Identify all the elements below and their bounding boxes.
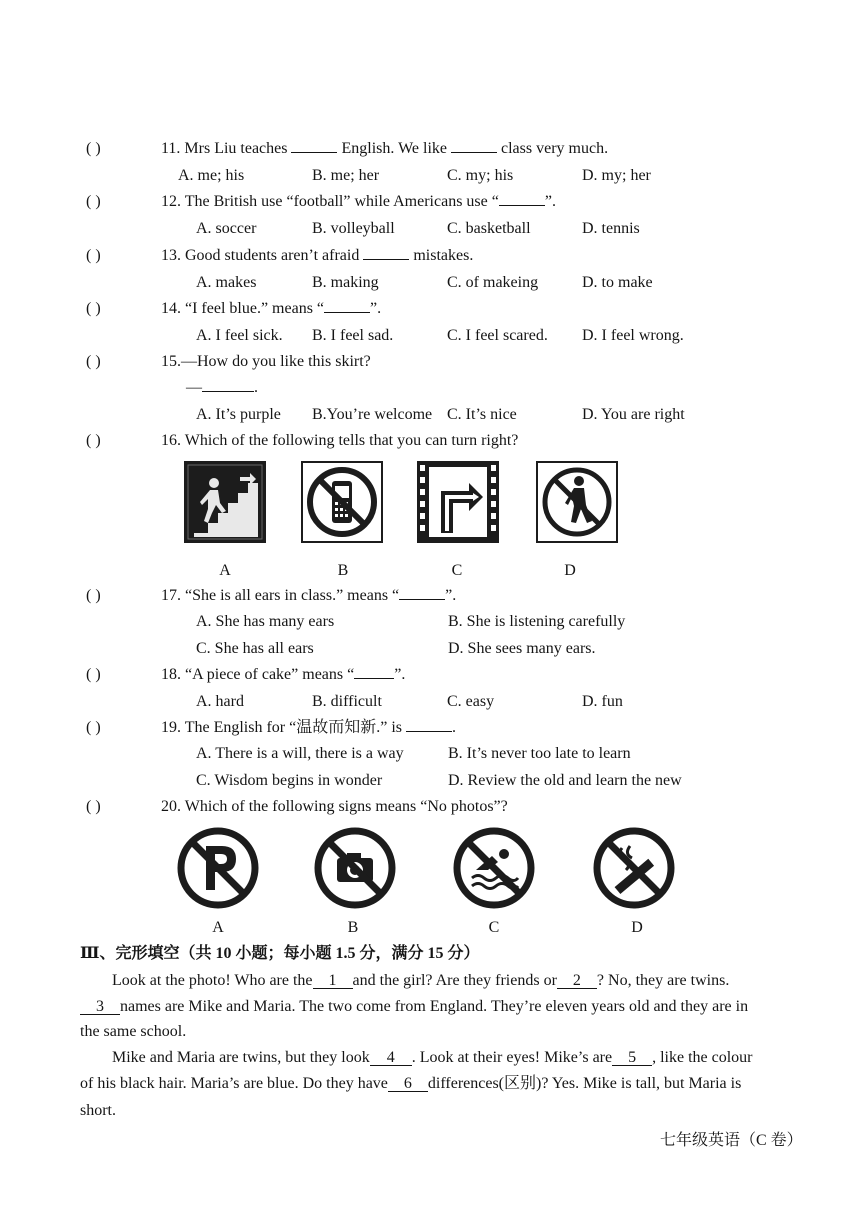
answer-bracket: ( ) — [86, 140, 101, 157]
option-c: C. It’s nice — [447, 406, 517, 423]
option-b: B. making — [312, 274, 379, 291]
answer-bracket: ( ) — [86, 353, 101, 370]
option-d: D. You are right — [582, 406, 685, 423]
reply-line: — . — [186, 379, 258, 396]
question-11: 11. Mrs Liu teaches English. We like class very much. — [161, 140, 609, 157]
option-b: B. She is listening carefully — [448, 613, 626, 630]
numbered-blank: 2 — [557, 973, 597, 989]
sign-caption: D — [564, 562, 576, 579]
option-b: B. me; her — [312, 167, 380, 184]
blank — [451, 152, 497, 153]
passage-line: the same school. — [80, 1023, 187, 1040]
option-d: D. She sees many ears. — [448, 640, 596, 657]
option-c: C. easy — [447, 693, 495, 710]
option-a: A. She has many ears — [196, 613, 335, 630]
option-a: A. hard — [196, 693, 244, 710]
numbered-blank: 5 — [612, 1050, 652, 1066]
question-15: 15.—How do you like this skirt? — [161, 353, 371, 370]
question-text: 11. Mrs Liu teaches — [161, 140, 292, 157]
sign-caption: C — [451, 562, 463, 579]
option-a: A. makes — [196, 274, 257, 291]
numbered-blank: 6 — [388, 1076, 428, 1092]
option-d: D. I feel wrong. — [582, 327, 684, 344]
blank — [399, 599, 445, 600]
answer-bracket: ( ) — [86, 798, 101, 815]
passage-line: Mike and Maria are twins, but they look 4 . Look at their eyes! Mike’s are 5 , like the colour — [112, 1049, 753, 1066]
no-smoking-icon — [592, 826, 676, 910]
option-c: C. my; his — [447, 167, 514, 184]
answer-bracket: ( ) — [86, 719, 101, 736]
option-a: A. I feel sick. — [196, 327, 283, 344]
question-20: 20. Which of the following signs means “No photos”? — [161, 798, 508, 815]
answer-bracket: ( ) — [86, 666, 101, 683]
option-d: D. my; her — [582, 167, 651, 184]
no-photos-icon — [313, 826, 397, 910]
option-d: D. fun — [582, 693, 623, 710]
option-a: A. It’s purple — [196, 406, 281, 423]
question-19: 19. The English for “温故而知新.” is . — [161, 719, 457, 736]
option-a: A. soccer — [196, 220, 257, 237]
page-footer: 七年级英语（C 卷） — [660, 1132, 803, 1149]
sign-caption: C — [488, 919, 500, 936]
option-b: B. volleyball — [312, 220, 395, 237]
numbered-blank: 1 — [313, 973, 353, 989]
turn-right-arrow-icon — [417, 461, 499, 543]
section-heading: Ⅲ、完形填空（共 10 小题；每小题 1.5 分，满分 15 分） — [80, 945, 480, 962]
no-mobile-phone-icon — [301, 461, 383, 543]
sign-caption: A — [219, 562, 231, 579]
passage-line: short. — [80, 1102, 116, 1119]
sign-caption: A — [212, 919, 224, 936]
option-c: C. Wisdom begins in wonder — [196, 772, 383, 789]
no-swimming-icon — [452, 826, 536, 910]
option-d: D. tennis — [582, 220, 640, 237]
question-12: 12. The British use “football” while Americans use “ ”. — [161, 193, 556, 210]
option-c: C. basketball — [447, 220, 531, 237]
answer-bracket: ( ) — [86, 193, 101, 210]
answer-bracket: ( ) — [86, 300, 101, 317]
answer-bracket: ( ) — [86, 587, 101, 604]
blank — [291, 152, 337, 153]
sign-caption: D — [631, 919, 643, 936]
option-b: B.You’re welcome — [312, 406, 433, 423]
blank — [202, 391, 254, 392]
option-d: D. to make — [582, 274, 653, 291]
option-a: A. me; his — [178, 167, 245, 184]
option-b: B. I feel sad. — [312, 327, 394, 344]
option-c: C. I feel scared. — [447, 327, 548, 344]
question-17: 17. “She is all ears in class.” means “ ”. — [161, 587, 457, 604]
walking-up-stairs-icon — [184, 461, 266, 543]
question-18: 18. “A piece of cake” means “ ”. — [161, 666, 406, 683]
blank — [324, 312, 370, 313]
question-14: 14. “I feel blue.” means “ ”. — [161, 300, 382, 317]
option-b: B. It’s never too late to learn — [448, 745, 631, 762]
sign-caption: B — [337, 562, 349, 579]
blank — [354, 678, 394, 679]
blank — [499, 205, 545, 206]
answer-bracket: ( ) — [86, 247, 101, 264]
question-13: 13. Good students aren’t afraid mistakes. — [161, 247, 474, 264]
passage-line: Look at the photo! Who are the 1 and the girl? Are they friends or 2 ? No, they are twins. — [112, 972, 730, 989]
question-16: 16. Which of the following tells that you can turn right? — [161, 432, 519, 449]
passage-line: 3 names are Mike and Maria. The two come from England. They’re eleven years old and they are in — [80, 997, 748, 1017]
option-c: C. of makeing — [447, 274, 539, 291]
numbered-blank: 4 — [370, 1050, 412, 1066]
no-parking-icon — [176, 826, 260, 910]
answer-bracket: ( ) — [86, 432, 101, 449]
passage-line: of his black hair. Maria’s are blue. Do they have 6 differences(区别)? Yes. Mike is tall, but Maria is — [80, 1075, 742, 1092]
numbered-blank: 3 — [80, 999, 120, 1015]
sign-caption: B — [347, 919, 359, 936]
option-a: A. There is a will, there is a way — [196, 745, 404, 762]
no-pedestrians-icon — [536, 461, 618, 543]
blank — [363, 259, 409, 260]
option-c: C. She has all ears — [196, 640, 314, 657]
option-d: D. Review the old and learn the new — [448, 772, 682, 789]
option-b: B. difficult — [312, 693, 382, 710]
blank — [406, 731, 452, 732]
